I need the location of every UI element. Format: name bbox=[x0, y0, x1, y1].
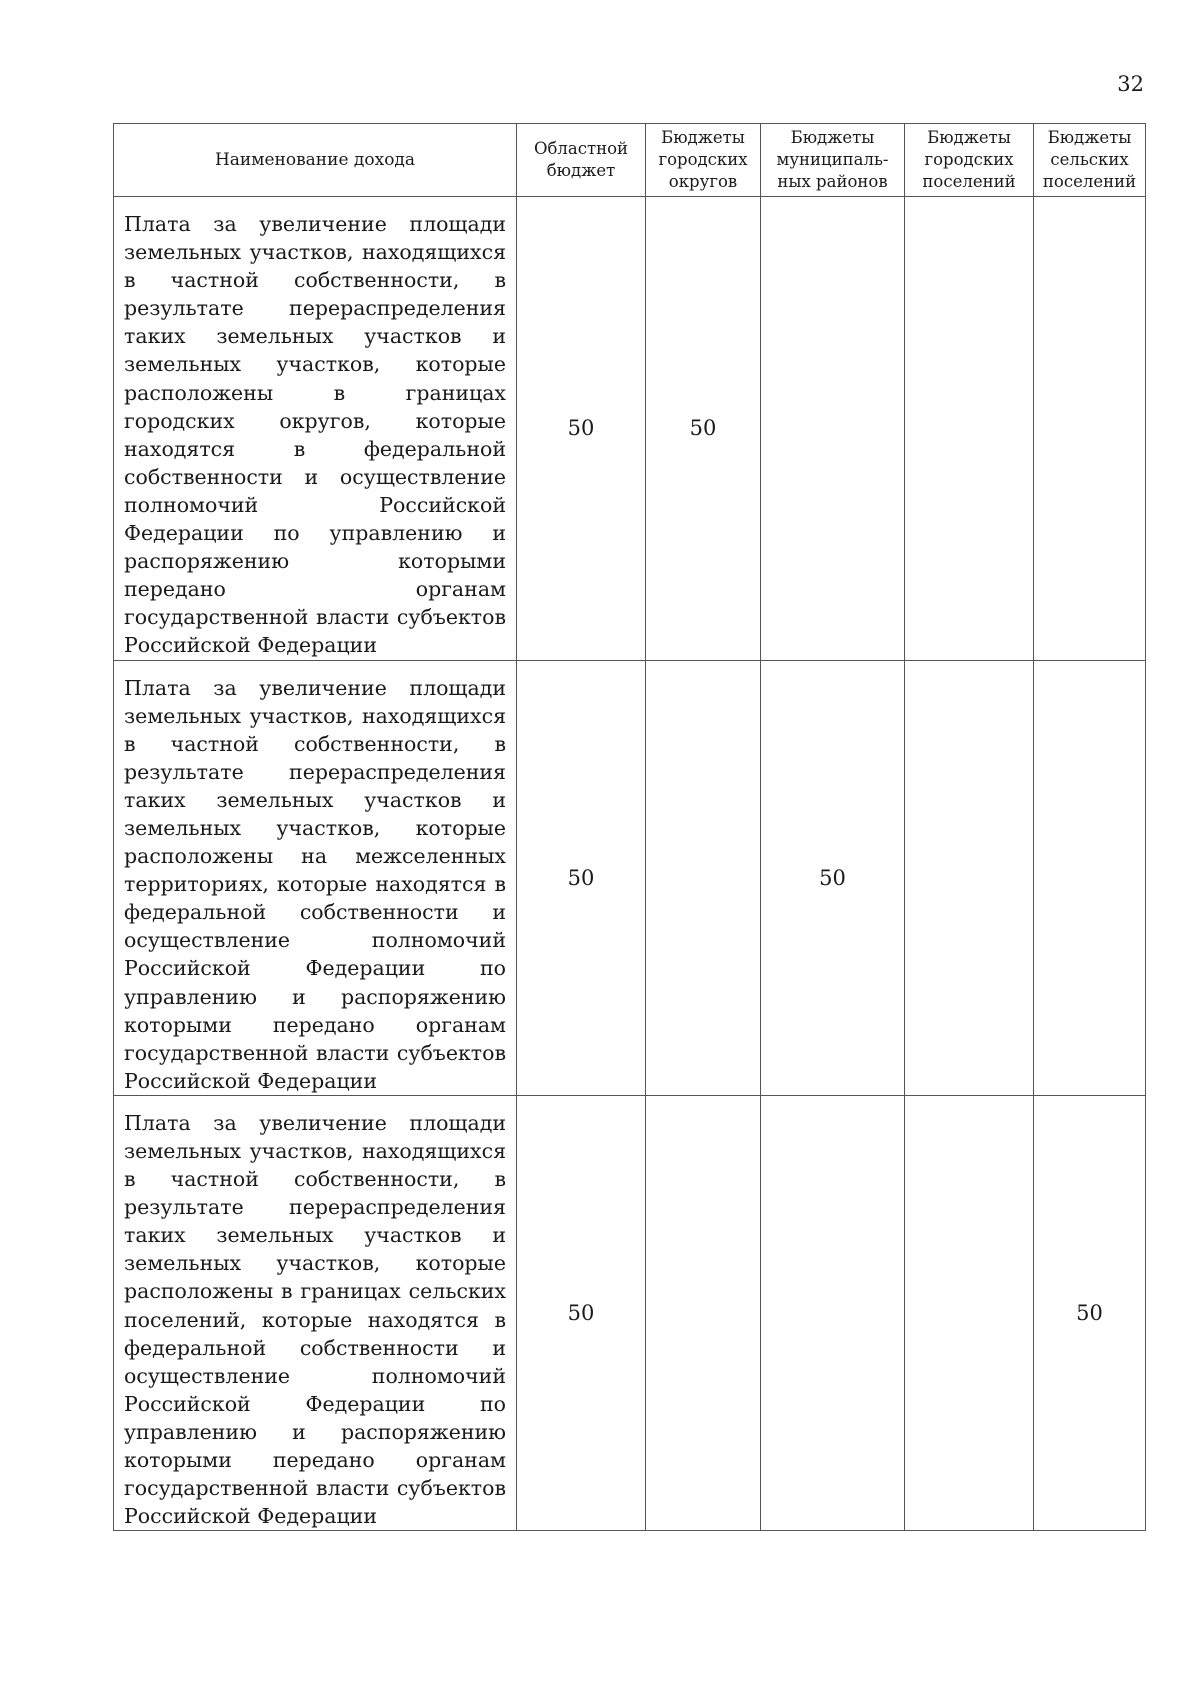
value-cell bbox=[905, 660, 1034, 1095]
value-cell bbox=[905, 1095, 1034, 1530]
header-urban-settlements-budgets: Бюджеты городских поселений bbox=[905, 124, 1034, 197]
value-cell bbox=[761, 197, 905, 661]
header-municipal-districts-budgets: Бюджеты муниципаль- ных районов bbox=[761, 124, 905, 197]
header-rural-settlements-budgets: Бюджеты сельских поселений bbox=[1034, 124, 1146, 197]
header-regional-budget: Областной бюджет bbox=[517, 124, 646, 197]
revenue-distribution-table bbox=[113, 123, 1146, 1531]
value-cell bbox=[1034, 660, 1146, 1095]
value-cell: 50 bbox=[517, 197, 646, 661]
header-revenue-name: Наименование дохода bbox=[114, 124, 517, 197]
table-row bbox=[114, 197, 1146, 661]
value-cell: 50 bbox=[517, 1095, 646, 1530]
value-cell: 50 bbox=[761, 660, 905, 1095]
page-number: 32 bbox=[1117, 72, 1144, 96]
value-cell: 50 bbox=[517, 660, 646, 1095]
value-cell bbox=[761, 1095, 905, 1530]
header-city-districts-budgets: Бюджеты городских округов bbox=[646, 124, 761, 197]
table-row bbox=[114, 1095, 1146, 1530]
value-cell: 50 bbox=[1034, 1095, 1146, 1530]
revenue-name-cell: Плата за увеличение площади земельных участков, находящихся в частной собственности, в результате перераспределения таких земельных участков и земельных участков, которые расположены в границах городских округов, которые находятся в федеральной собственности и осуществление полномочий Российской Федерации по управлению и распоряжению которыми передано органам государственной власти субъектов Российской Федерации bbox=[114, 197, 517, 661]
value-cell bbox=[646, 1095, 761, 1530]
value-cell bbox=[646, 660, 761, 1095]
value-cell bbox=[1034, 197, 1146, 661]
value-cell: 50 bbox=[646, 197, 761, 661]
table-header-row bbox=[114, 124, 1146, 197]
revenue-name-cell: Плата за увеличение площади земельных участков, находящихся в частной собственности, в результате перераспределения таких земельных участков и земельных участков, которые расположены на межселенных территориях, которые находятся в федеральной собственности и осуществление полномочий Российской Федерации по управлению и распоряжению которыми передано органам государственной власти субъектов Российской Федерации bbox=[114, 660, 517, 1095]
table-row bbox=[114, 660, 1146, 1095]
value-cell bbox=[905, 197, 1034, 661]
revenue-name-cell: Плата за увеличение площади земельных участков, находящихся в частной собственности, в результате перераспределения таких земельных участков и земельных участков, которые расположены в границах сельских поселений, которые находятся в федеральной собственности и осуществление полномочий Российской Федерации по управлению и распоряжению которыми передано органам государственной власти субъектов Российской Федерации bbox=[114, 1095, 517, 1530]
